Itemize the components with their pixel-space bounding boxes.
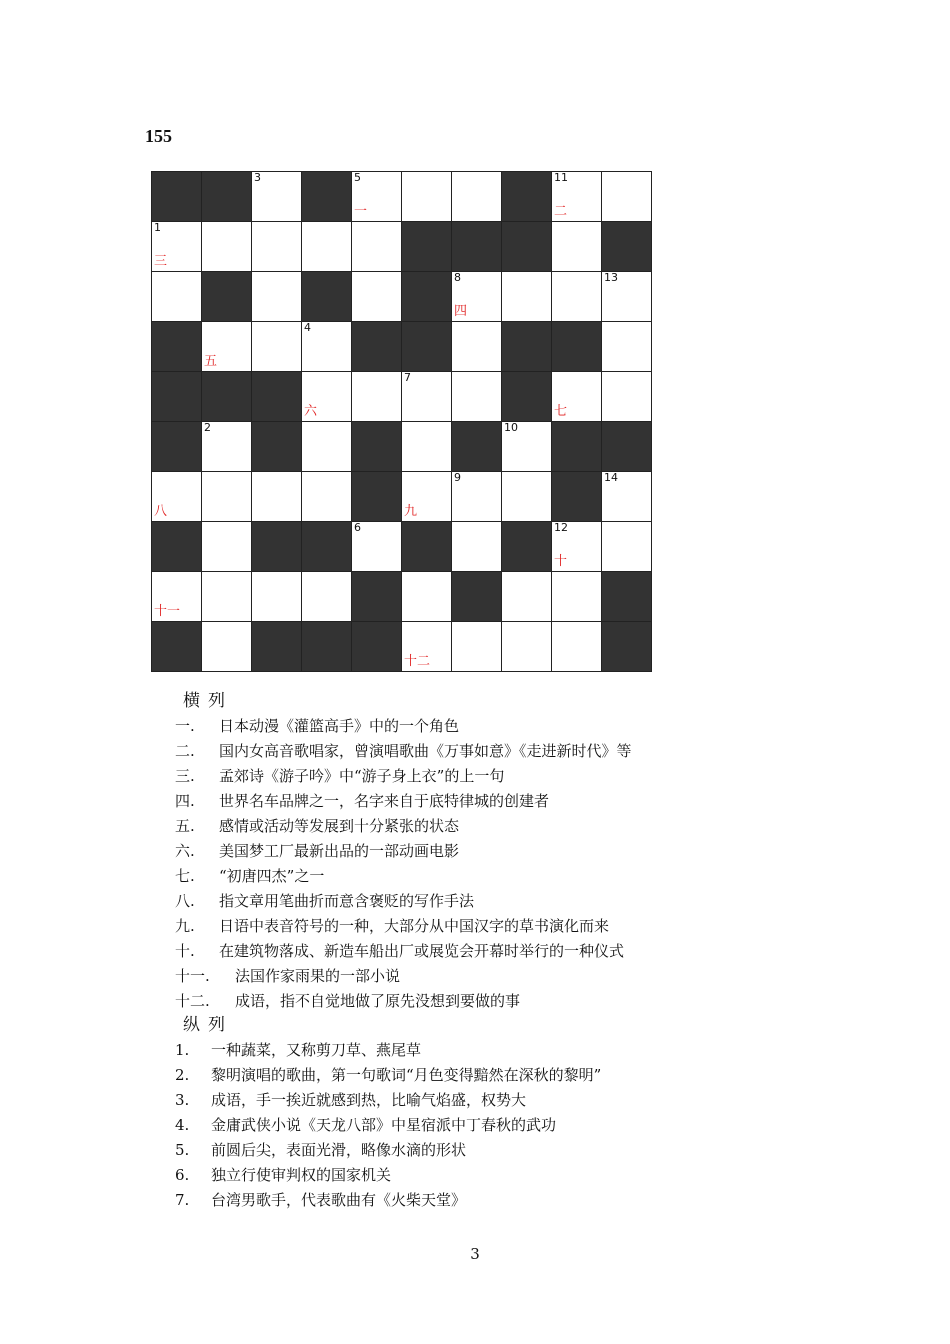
clue-label: 二. xyxy=(175,742,195,760)
grid-cell[interactable] xyxy=(152,222,202,272)
black-cell xyxy=(152,522,202,572)
clue-text: 成语，手一挨近就感到热，比喻气焰盛，权势大 xyxy=(211,1091,527,1109)
grid-cell[interactable] xyxy=(252,172,302,222)
across-clue xyxy=(175,964,632,989)
black-cell xyxy=(402,522,452,572)
black-cell xyxy=(252,622,302,672)
clue-text: 感情或活动等发展到十分紧张的状态 xyxy=(219,817,460,835)
black-cell xyxy=(452,222,502,272)
black-cell xyxy=(452,422,502,472)
black-cell xyxy=(502,172,552,222)
down-clue xyxy=(175,1113,601,1138)
clue-text: 日本动漫《灌篮高手》中的一个角色 xyxy=(219,717,460,735)
across-clue xyxy=(175,764,632,789)
grid-cell[interactable] xyxy=(552,272,602,322)
grid-cell[interactable] xyxy=(602,522,652,572)
black-cell xyxy=(252,422,302,472)
black-cell xyxy=(602,222,652,272)
down-heading: 纵列 xyxy=(183,1015,233,1035)
across-clue-list xyxy=(175,714,632,1014)
across-clue xyxy=(175,939,632,964)
grid-cell[interactable] xyxy=(452,522,502,572)
clue-label: 十. xyxy=(175,942,195,960)
grid-cell[interactable] xyxy=(252,322,302,372)
grid-cell[interactable] xyxy=(152,272,202,322)
grid-cell[interactable] xyxy=(252,272,302,322)
grid-cell[interactable] xyxy=(302,222,352,272)
grid-cell[interactable] xyxy=(452,372,502,422)
cell-number: 2 xyxy=(204,421,211,434)
clue-label: 7. xyxy=(175,1191,190,1209)
black-cell xyxy=(552,322,602,372)
black-cell xyxy=(352,422,402,472)
black-cell xyxy=(152,422,202,472)
grid-cell[interactable] xyxy=(552,572,602,622)
cell-number: 14 xyxy=(604,471,618,484)
clue-label: 三. xyxy=(175,767,195,785)
clue-text: 独立行使审判权的国家机关 xyxy=(211,1166,392,1184)
cell-clue-label: 六 xyxy=(304,404,318,419)
black-cell xyxy=(352,572,402,622)
black-cell xyxy=(152,172,202,222)
grid-cell[interactable] xyxy=(252,472,302,522)
clue-text: 一种蔬菜，又称剪刀草、燕尾草 xyxy=(211,1041,422,1059)
clue-label: 八. xyxy=(175,892,195,910)
grid-cell[interactable] xyxy=(302,422,352,472)
grid-cell[interactable] xyxy=(402,572,452,622)
clue-label: 十一. xyxy=(175,967,210,985)
black-cell xyxy=(302,622,352,672)
clue-label: 3. xyxy=(175,1091,190,1109)
cell-number: 11 xyxy=(554,171,568,184)
grid-cell[interactable] xyxy=(502,622,552,672)
black-cell xyxy=(502,322,552,372)
across-clue xyxy=(175,739,632,764)
grid-cell[interactable] xyxy=(452,622,502,672)
black-cell xyxy=(302,522,352,572)
grid-cell[interactable] xyxy=(602,322,652,372)
grid-cell[interactable] xyxy=(402,172,452,222)
cell-number: 4 xyxy=(304,321,311,334)
across-heading: 横列 xyxy=(183,691,233,711)
black-cell xyxy=(252,372,302,422)
grid-cell[interactable] xyxy=(602,472,652,522)
grid-cell[interactable] xyxy=(252,222,302,272)
clue-label: 十二. xyxy=(175,992,210,1010)
across-clue xyxy=(175,864,632,889)
clue-label: 4. xyxy=(175,1116,190,1134)
black-cell xyxy=(502,372,552,422)
grid-cell[interactable] xyxy=(152,572,202,622)
black-cell xyxy=(402,322,452,372)
cell-number: 13 xyxy=(604,271,618,284)
clue-label: 七. xyxy=(175,867,195,885)
clue-text: 日语中表音符号的一种，大部分从中国汉字的草书演化而来 xyxy=(219,917,610,935)
black-cell xyxy=(552,472,602,522)
grid-cell[interactable] xyxy=(202,522,252,572)
cell-clue-label: 四 xyxy=(454,304,468,319)
clue-text: 指文章用笔曲折而意含褒贬的写作手法 xyxy=(219,892,475,910)
black-cell xyxy=(452,572,502,622)
cell-number: 8 xyxy=(454,271,461,284)
black-cell xyxy=(152,622,202,672)
cell-clue-label: 十一 xyxy=(154,604,181,619)
clue-text: 美国梦工厂最新出品的一部动画电影 xyxy=(219,842,460,860)
grid-cell[interactable] xyxy=(552,522,602,572)
black-cell xyxy=(152,372,202,422)
grid-cell[interactable] xyxy=(502,472,552,522)
across-clue xyxy=(175,989,632,1014)
grid-cell[interactable] xyxy=(402,372,452,422)
black-cell xyxy=(352,472,402,522)
cell-number: 12 xyxy=(554,521,568,534)
grid-cell[interactable] xyxy=(502,422,552,472)
black-cell xyxy=(352,622,402,672)
cell-clue-label: 五 xyxy=(204,354,218,369)
black-cell xyxy=(602,572,652,622)
clue-label: 1. xyxy=(175,1041,190,1059)
across-clues xyxy=(175,689,632,1014)
black-cell xyxy=(602,422,652,472)
grid-cell[interactable] xyxy=(202,622,252,672)
grid-cell[interactable] xyxy=(302,472,352,522)
black-cell xyxy=(502,522,552,572)
clue-text: 前圆后尖，表面光滑，略像水滴的形状 xyxy=(211,1141,467,1159)
cell-number: 10 xyxy=(504,421,518,434)
page-number: 3 xyxy=(470,1245,480,1263)
down-clue xyxy=(175,1138,601,1163)
grid-cell[interactable] xyxy=(202,472,252,522)
clue-text: 世界名车品牌之一，名字来自于底特律城的创建者 xyxy=(219,792,550,810)
down-clue-list xyxy=(175,1038,601,1213)
grid-cell[interactable] xyxy=(552,172,602,222)
grid-cell[interactable] xyxy=(202,322,252,372)
black-cell xyxy=(402,222,452,272)
black-cell xyxy=(302,272,352,322)
grid-cell[interactable] xyxy=(302,372,352,422)
grid-cell[interactable] xyxy=(602,272,652,322)
black-cell xyxy=(252,522,302,572)
across-clue xyxy=(175,714,632,739)
clue-label: 五. xyxy=(175,817,195,835)
cell-clue-label: 十 xyxy=(554,554,568,569)
black-cell xyxy=(202,372,252,422)
black-cell xyxy=(502,222,552,272)
across-clue xyxy=(175,839,632,864)
down-clue xyxy=(175,1063,601,1088)
down-clue xyxy=(175,1088,601,1113)
cell-clue-label: 一 xyxy=(354,204,368,219)
grid-cell[interactable] xyxy=(352,172,402,222)
grid-cell[interactable] xyxy=(402,622,452,672)
clue-text: 法国作家雨果的一部小说 xyxy=(235,967,401,985)
black-cell xyxy=(352,322,402,372)
cell-clue-label: 三 xyxy=(154,254,168,269)
clue-text: 在建筑物落成、新造车船出厂或展览会开幕时举行的一种仪式 xyxy=(219,942,625,960)
grid-cell[interactable] xyxy=(352,522,402,572)
black-cell xyxy=(202,272,252,322)
clue-text: 成语，指不自觉地做了原先没想到要做的事 xyxy=(235,992,521,1010)
cell-number: 7 xyxy=(404,371,411,384)
clue-label: 四. xyxy=(175,792,195,810)
clue-text: 国内女高音歌唱家，曾演唱歌曲《万事如意》《走进新时代》等 xyxy=(219,742,632,760)
grid-cell[interactable] xyxy=(552,372,602,422)
grid-cell[interactable] xyxy=(452,472,502,522)
grid-cell[interactable] xyxy=(302,572,352,622)
grid-cell[interactable] xyxy=(152,472,202,522)
grid-cell[interactable] xyxy=(352,222,402,272)
across-clue xyxy=(175,814,632,839)
cell-number: 1 xyxy=(154,221,161,234)
clue-text: 台湾男歌手，代表歌曲有《火柴天堂》 xyxy=(211,1191,467,1209)
cell-clue-label: 二 xyxy=(554,204,568,219)
grid-cell[interactable] xyxy=(552,222,602,272)
grid-cell[interactable] xyxy=(452,272,502,322)
clue-label: 6. xyxy=(175,1166,190,1184)
grid-cell[interactable] xyxy=(202,222,252,272)
clue-text: “初唐四杰”之一 xyxy=(219,867,325,885)
black-cell xyxy=(602,622,652,672)
clue-label: 一. xyxy=(175,717,195,735)
black-cell xyxy=(552,422,602,472)
clue-label: 九. xyxy=(175,917,195,935)
grid-cell[interactable] xyxy=(202,572,252,622)
cell-number: 5 xyxy=(354,171,361,184)
black-cell xyxy=(202,172,252,222)
down-clue xyxy=(175,1163,601,1188)
cell-number: 6 xyxy=(354,521,361,534)
grid-cell[interactable] xyxy=(352,272,402,322)
grid-cell[interactable] xyxy=(502,272,552,322)
cell-clue-label: 十二 xyxy=(404,654,431,669)
clue-label: 六. xyxy=(175,842,195,860)
grid-cell[interactable] xyxy=(602,172,652,222)
grid-cell[interactable] xyxy=(502,572,552,622)
clue-text: 黎明演唱的歌曲，第一句歌词“月色变得黯然在深秋的黎明” xyxy=(211,1066,602,1084)
across-clue xyxy=(175,889,632,914)
black-cell xyxy=(402,272,452,322)
across-clue xyxy=(175,789,632,814)
black-cell xyxy=(152,322,202,372)
grid-cell[interactable] xyxy=(452,172,502,222)
cell-number: 9 xyxy=(454,471,461,484)
grid-cell[interactable] xyxy=(252,572,302,622)
grid-cell[interactable] xyxy=(202,422,252,472)
cell-clue-label: 九 xyxy=(404,504,418,519)
crossword-grid xyxy=(151,171,652,672)
grid-cell[interactable] xyxy=(552,622,602,672)
clue-label: 2. xyxy=(175,1066,190,1084)
down-clues xyxy=(175,1013,601,1213)
cell-clue-label: 七 xyxy=(554,404,568,419)
clue-text: 金庸武侠小说《天龙八部》中星宿派中丁春秋的武功 xyxy=(211,1116,557,1134)
grid-cell[interactable] xyxy=(402,472,452,522)
clue-text: 孟郊诗《游子吟》中“游子身上衣”的上一句 xyxy=(219,767,505,785)
down-clue xyxy=(175,1038,601,1063)
grid-cell[interactable] xyxy=(402,422,452,472)
down-clue xyxy=(175,1188,601,1213)
puzzle-number: 155 xyxy=(145,126,172,146)
cell-number: 3 xyxy=(254,171,261,184)
grid-cell[interactable] xyxy=(302,322,352,372)
grid-cell[interactable] xyxy=(352,372,402,422)
black-cell xyxy=(302,172,352,222)
grid-cell[interactable] xyxy=(452,322,502,372)
across-clue xyxy=(175,914,632,939)
grid-cell[interactable] xyxy=(602,372,652,422)
clue-label: 5. xyxy=(175,1141,190,1159)
cell-clue-label: 八 xyxy=(154,504,168,519)
